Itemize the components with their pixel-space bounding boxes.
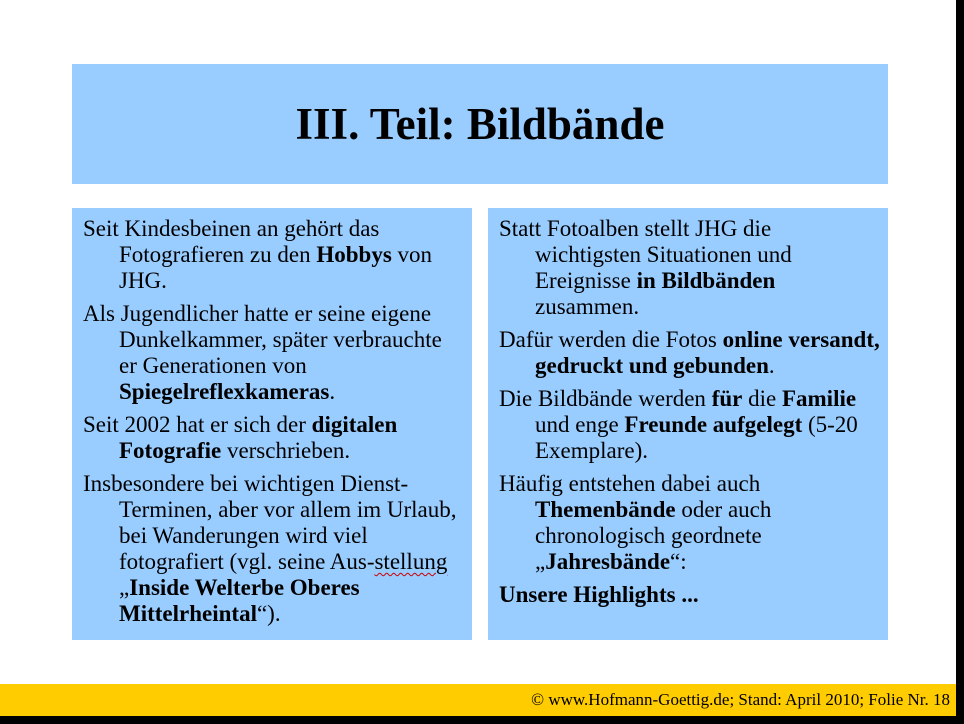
bold-text: Inside Welterbe Oberes Mittelrheintal [119, 575, 360, 626]
text-run: Statt Fotoalben stellt JHG die wichtigsten Situationen und Ereignisse [499, 216, 792, 293]
left-paragraph-2 [83, 301, 464, 405]
slide-bottom-border [0, 716, 964, 724]
bold-text: Themenbände [535, 497, 676, 522]
text-run: Seit 2002 hat er sich der [83, 412, 312, 437]
bold-text: online versandt, gedruckt und gebunden [535, 327, 880, 378]
right-paragraph-2 [499, 327, 880, 379]
right-paragraph-1 [499, 216, 880, 320]
right-text-box [488, 208, 888, 640]
slide-right-border [956, 0, 964, 724]
right-paragraph-4 [499, 471, 880, 575]
footer-text: © www.Hofmann-Goettig.de; Stand: April 2010; Folie Nr. 18 [531, 690, 950, 709]
text-run: Insbesondere bei wichtigen Dienst-Terminen, aber vor allem im Urlaub, bei Wanderungen wird viel fotografiert (vgl. seine Aus- [83, 471, 457, 574]
bold-text: für [711, 386, 743, 411]
bold-text: Jahresbände [545, 549, 671, 574]
footer-bar [0, 684, 956, 716]
bold-text: Freunde aufgelegt [624, 412, 803, 437]
text-run: „ [119, 575, 130, 600]
left-paragraph-4 [83, 471, 464, 627]
text-run: (5-20 Exemplare). [535, 412, 858, 463]
title-box [72, 64, 888, 184]
text-run: Häufig entstehen dabei auch [499, 471, 761, 496]
text-run: “). [256, 601, 281, 626]
text-run: die [742, 386, 782, 411]
bold-text: Spiegelreflexkameras [119, 379, 330, 404]
text-run: “: [670, 549, 687, 574]
text-run: von JHG. [119, 242, 433, 293]
bold-text: Familie [781, 386, 857, 411]
right-paragraph-3 [499, 386, 880, 464]
text-run: zusammen. [535, 294, 640, 319]
text-run: oder auch chronologisch geordnete „ [535, 497, 772, 574]
left-paragraph-1 [83, 216, 464, 294]
text-run: verschrieben. [221, 438, 351, 463]
right-paragraph-5 [499, 582, 880, 608]
slide-title: III. Teil: Bildbände [295, 99, 665, 149]
text-run: Als Jugendlicher hatte er seine eigene Dunkelkammer, später verbrauchte er Generationen von [83, 301, 442, 378]
left-text-box [72, 208, 472, 640]
bold-text: digitalen Fotografie [119, 412, 398, 463]
bold-text: in Bildbänden [636, 268, 776, 293]
text-run: . [768, 353, 775, 378]
text-run: Seit Kindesbeinen an gehört das Fotografieren zu den [83, 216, 380, 267]
text-run: Die Bildbände werden [499, 386, 712, 411]
bold-text: Hobbys [316, 242, 392, 267]
spellcheck-marked-word: stellung [374, 549, 448, 574]
text-run: und enge [535, 412, 625, 437]
left-paragraph-3 [83, 412, 464, 464]
bold-text: Unsere Highlights ... [499, 582, 699, 607]
text-run: . [329, 379, 336, 404]
text-run: Dafür werden die Fotos [499, 327, 723, 352]
